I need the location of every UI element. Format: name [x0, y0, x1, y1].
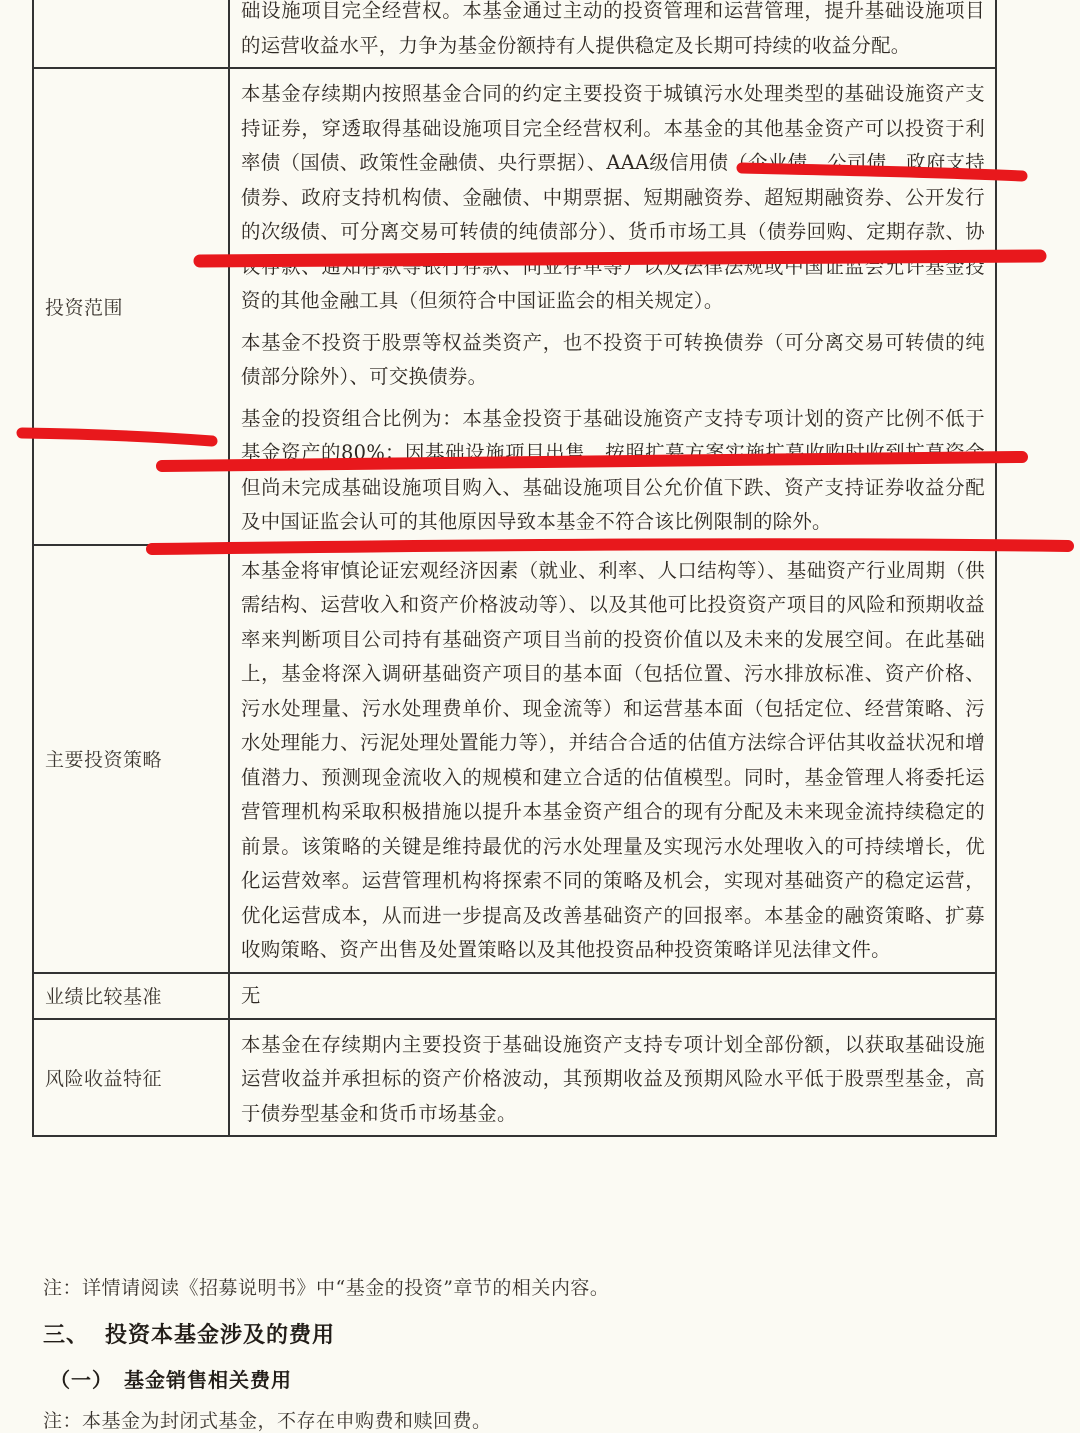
paragraph: 本基金在存续期内主要投资于基础设施资产支持专项计划全部份额，以获取基础设施运营收益并承担标的资产价格波动，其预期收益及预期风险水平低于股票型基金，高于债券型基金和货币市场基金。 [241, 1032, 985, 1125]
table-row-risk-return [33, 1019, 996, 1137]
row-content [229, 545, 996, 973]
row-label: 主要投资策略 [33, 545, 229, 973]
table-row-investment-scope [33, 68, 996, 545]
paragraph: 本基金将审慎论证宏观经济因素（就业、利率、人口结构等）、基础资产行业周期（供需结构、运营收入和资产价格波动等）、以及其他可比投资资产项目的风险和预期收益率来判断项目公司持有基础资产项目当前的投资价值以及未来的发展空间。在此基础上，基金将深入调研基础资产项目的基本面（包括位置、污水排放标准、资产价格、污水处理量、污水处理费单价、现金流等）和运营基本面（包括定位、经营策略、污水处理能力、污泥处理处置能力等），并结合合适的估值方法综合评估其收益状况和增值潜力、预测现金流收入的规模和建立合适的估值模型。同时，基金管理人将委托运营管理机构采取积极措施以提升本基金资产组合的现有分配及未来现金流持续稳定的前景。该策略的关键是维持最优的污水处理量及实现污水处理收入的可持续增长，优化运营效率。运营管理机构将探索不同的策略及机会，实现对基础资产的稳定运营，优化运营成本，从而进一步提高及改善基础资产的回报率。本基金的融资策略、扩募收购策略、资产出售及处置策略以及其他投资品种投资策略详见法律文件。 [241, 558, 985, 961]
paragraph: 无 [241, 983, 261, 1007]
fund-info-table [32, 0, 997, 1137]
row-label: 业绩比较基准 [33, 973, 229, 1019]
table-note: 注：详情请阅读《招募说明书》中“基金的投资”章节的相关内容。 [43, 1277, 610, 1299]
subsection-title: 基金销售相关费用 [124, 1368, 292, 1392]
paragraph: 本基金存续期内按照基金合同的约定主要投资于城镇污水处理类型的基础设施资产支持证券，穿透取得基础设施项目完全经营权利。本基金的其他基金资产可以投资于利率债（国债、政策性金融债、央行票据）、AAA级信用债（企业债、公司债、政府支持债券、政府支持机构债、金融债、中期票据、短期融资券、超短期融资券、公开发行的次级债、可分离交易可转债的纯债部分）、货币市场工具（债券回购、定期存款、协议存款、通知存款等银行存款、同业存单等）以及法律法规或中国证监会允许基金投资的其他金融工具（但须符合中国证监会的相关规定）。 [241, 82, 985, 312]
bottom-note: 注：本基金为封闭式基金，不存在申购费和赎回费。 [43, 1410, 492, 1432]
subsection-number: （一） [50, 1368, 113, 1392]
table-row-benchmark [33, 973, 996, 1019]
row-label: 风险收益特征 [33, 1019, 229, 1137]
subsection-heading [50, 1364, 292, 1393]
row-content [229, 68, 996, 545]
row-content [229, 1019, 996, 1137]
section-number: 三、 [43, 1322, 90, 1348]
paragraph: 础设施项目完全经营权。本基金通过主动的投资管理和运营管理，提升基础设施项目的运营收益水平，力争为基金份额持有人提供稳定及长期可持续的收益分配。 [241, 0, 985, 57]
row-content [229, 0, 996, 68]
table-row-continuation [33, 0, 996, 68]
table-row-investment-strategy [33, 545, 996, 973]
section-heading [43, 1318, 335, 1349]
row-label [33, 0, 229, 68]
row-content [229, 973, 996, 1019]
paragraph: 基金的投资组合比例为：本基金投资于基础设施资产支持专项计划的资产比例不低于基金资产的80%；因基础设施项目出售、按照扩募方案实施扩募收购时收到扩募资金但尚未完成基础设施项目购入、基础设施项目公允价值下跌、资产支持证券收益分配及中国证监会认可的其他原因导致本基金不符合该比例限制的除外。 [241, 406, 985, 533]
paragraph: 本基金不投资于股票等权益类资产，也不投资于可转换债券（可分离交易可转债的纯债部分除外）、可交换债券。 [241, 330, 985, 388]
section-title: 投资本基金涉及的费用 [105, 1322, 336, 1348]
row-label: 投资范围 [33, 68, 229, 545]
